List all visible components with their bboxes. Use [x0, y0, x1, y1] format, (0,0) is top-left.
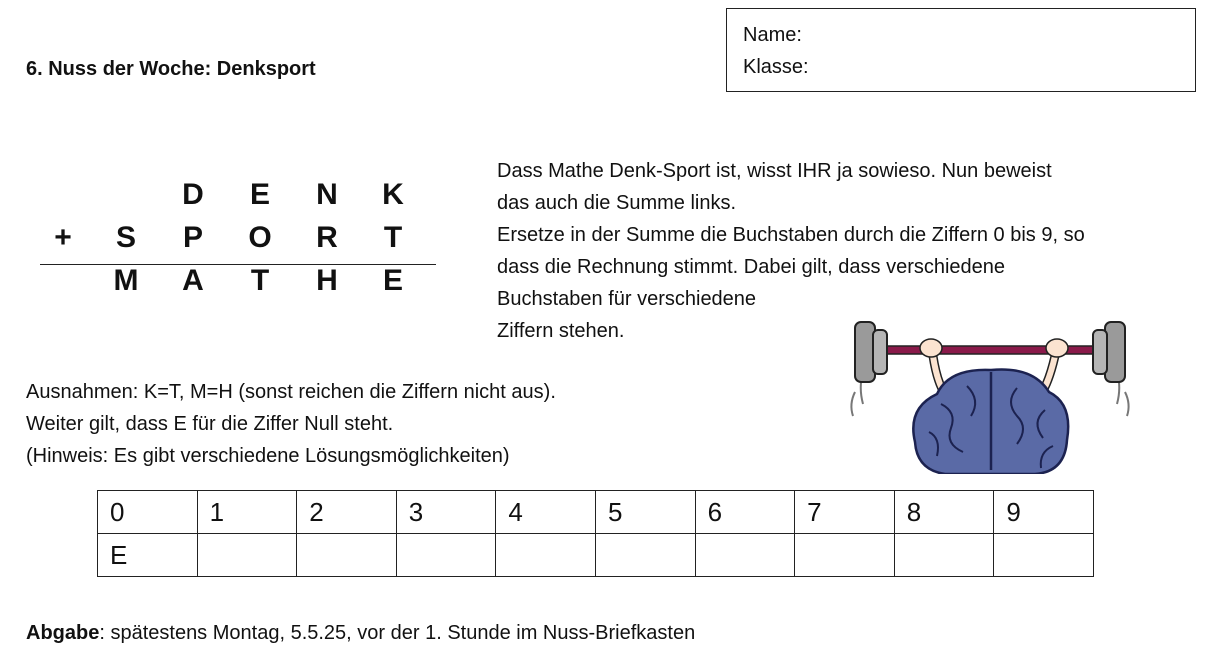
- letter-cell[interactable]: [994, 534, 1094, 577]
- name-label: Name:: [743, 24, 802, 46]
- puzzle-letter: N: [316, 178, 338, 211]
- letter-cell[interactable]: [197, 534, 297, 577]
- brain-lifting-barbell-icon: [845, 312, 1135, 474]
- digit-cell: 9: [994, 491, 1094, 534]
- puzzle-letter: R: [316, 221, 338, 254]
- digit-cell: 0: [98, 491, 198, 534]
- digit-cell: 5: [595, 491, 695, 534]
- text-line: Weiter gilt, dass E für die Ziffer Null steht.: [26, 413, 394, 435]
- text-line: dass die Rechnung stimmt. Dabei gilt, dass verschiedene: [497, 256, 1006, 278]
- digit-row: [98, 491, 1094, 534]
- addition-puzzle: [40, 178, 436, 307]
- puzzle-letter: M: [113, 264, 139, 297]
- digit-cell: 6: [695, 491, 795, 534]
- name-class-box: [726, 8, 1196, 92]
- letter-cell[interactable]: E: [98, 534, 198, 577]
- text-line: Buchstaben für verschiedene: [497, 288, 757, 310]
- letter-cell[interactable]: [396, 534, 496, 577]
- text-line: Dass Mathe Denk-Sport ist, wisst IHR ja sowieso. Nun beweist: [497, 160, 1052, 182]
- letter-row: [98, 534, 1094, 577]
- submission-note: [26, 622, 695, 645]
- submission-label: Abgabe: [26, 622, 100, 644]
- letter-cell[interactable]: [894, 534, 994, 577]
- puzzle-letter: O: [248, 221, 272, 254]
- text-line: das auch die Summe links.: [497, 192, 737, 214]
- class-label: Klasse:: [743, 56, 809, 78]
- letter-cell[interactable]: [496, 534, 596, 577]
- puzzle-letter: H: [316, 264, 338, 297]
- puzzle-letter: S: [115, 221, 136, 254]
- puzzle-letter: T: [383, 221, 403, 254]
- rules-text: [26, 376, 726, 472]
- puzzle-letter: A: [182, 264, 204, 297]
- puzzle-row-sport: [40, 221, 436, 264]
- plus-sign: +: [54, 221, 72, 254]
- digit-cell: 8: [894, 491, 994, 534]
- text-line: (Hinweis: Es gibt verschiedene Lösungsmöglichkeiten): [26, 445, 510, 467]
- letter-cell[interactable]: [297, 534, 397, 577]
- page-title: 6. Nuss der Woche: Denksport: [26, 58, 316, 80]
- letter-cell[interactable]: [795, 534, 895, 577]
- digit-cell: 7: [795, 491, 895, 534]
- puzzle-letter: K: [382, 178, 404, 211]
- submission-text: : spätestens Montag, 5.5.25, vor der 1. Stunde im Nuss-Briefkasten: [99, 622, 696, 644]
- text-line: Ersetze in der Summe die Buchstaben durch die Ziffern 0 bis 9, so: [497, 224, 1085, 246]
- digit-cell: 1: [197, 491, 297, 534]
- digit-cell: 4: [496, 491, 596, 534]
- puzzle-letter: E: [382, 264, 403, 297]
- text-line: Ziffern stehen.: [497, 320, 625, 342]
- letter-cell[interactable]: [595, 534, 695, 577]
- puzzle-row-denk: [40, 178, 436, 221]
- puzzle-letter: T: [250, 264, 270, 297]
- puzzle-row-mathe: [40, 264, 436, 307]
- letter-cell[interactable]: [695, 534, 795, 577]
- digit-cell: 3: [396, 491, 496, 534]
- puzzle-letter: E: [249, 178, 270, 211]
- digit-cell: 2: [297, 491, 397, 534]
- puzzle-letter: D: [182, 178, 204, 211]
- text-line: Ausnahmen: K=T, M=H (sonst reichen die Ziffern nicht aus).: [26, 381, 556, 403]
- puzzle-letter: P: [182, 221, 203, 254]
- digit-letter-table: [97, 490, 1094, 577]
